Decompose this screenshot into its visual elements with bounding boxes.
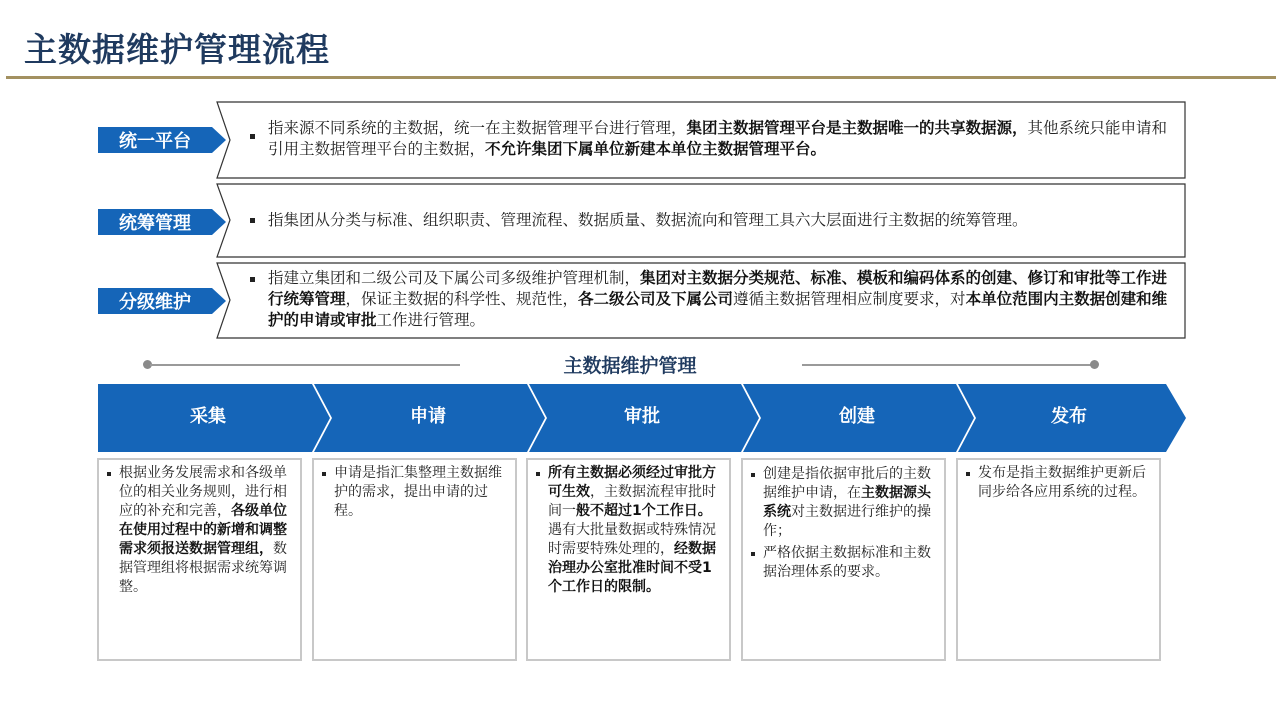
section-title: 主数据维护管理 [563,355,697,377]
text-segment: 对主数据进行维护的操作； [763,504,931,539]
tag-unified-platform: 统一平台 [98,127,212,153]
text-segment: 数据管理组将根据需求统筹调整。 [119,541,287,595]
bold-text: 本单位范围内主数据创建和维护的申请或审批 [268,290,1168,329]
text-segment: ，主数据流程审批时间一 [548,484,716,519]
step-card-apply [312,458,517,661]
bullet-icon [250,277,255,282]
bullet-icon [250,134,255,139]
separator-line-right [802,364,1094,366]
principle-text-1 [268,118,1176,160]
bullet-icon [536,472,540,476]
step-label-apply: 申请 [410,406,446,427]
bold-text: 集团主数据管理平台是主数据唯一的共享数据源， [686,119,1028,137]
bullet-icon [751,473,755,477]
tag-coordinated-management: 统筹管理 [98,209,212,235]
text-segment: 工作进行管理。 [376,311,486,329]
text-segment: 严格依据主数据标准和主数据治理体系的要求。 [763,545,931,580]
page-title: 主数据维护管理流程 [24,30,330,69]
bullet-icon [250,218,255,223]
text-segment: 根据业务发展需求和各级单位的相关业务规则，进行相应的补充和完善， [119,465,287,519]
step-card-publish [956,458,1161,661]
step-item [334,464,505,521]
principle-row-3 [98,262,1186,339]
bold-text: 集团对主数据分类规范、标准、模板和编码体系的创建、修订和审批等工作进行统筹管理 [268,269,1168,308]
step-card-approve [526,458,731,661]
text-segment: 申请是指汇集整理主数据维护的需求，提出申请的过程。 [334,465,502,519]
text-segment: 发布是指主数据维护更新后同步给各应用系统的过程。 [978,465,1146,500]
text-segment: 指集团从分类与标准、组织职责、管理流程、数据质量、数据流向和管理工具六大层面进行主数据的统筹管理。 [268,211,1028,229]
principle-text-3 [268,268,1176,331]
bullet-icon [751,552,755,556]
bullet-icon [966,472,970,476]
bold-text: 各二级公司及下属公司 [578,290,734,308]
bold-text: 所有主数据必须经过审批方可生效 [548,465,716,500]
bold-text: 经数据治理办公室批准时间不受1个工作日的限制。 [548,541,716,595]
text-segment: 遇有大批量数据或特殊情况时需要特殊处理的， [548,522,716,557]
bold-text: 主数据源头系统 [763,485,931,520]
step-card-collect [97,458,302,661]
bold-text: 般不超过1个工作日。 [576,503,712,519]
step-label-publish: 发布 [1051,406,1087,427]
step-card-create [741,458,946,661]
bullet-icon [322,472,326,476]
text-segment: 指建立集团和二级公司及下属公司多级维护管理机制， [268,269,641,287]
step-item [763,544,934,582]
step-item [548,464,719,597]
step-item [119,464,290,597]
step-label-create: 创建 [839,406,875,427]
text-segment: ，保证主数据的科学性、规范性， [345,290,579,308]
separator-dot-right [1090,360,1099,369]
tag-tiered-maintenance: 分级维护 [98,288,212,314]
step-label-collect: 采集 [190,406,226,427]
principle-row-2 [98,183,1186,258]
text-segment: 指来源不同系统的主数据，统一在主数据管理平台进行管理， [268,119,687,137]
principle-text-2 [268,210,1176,231]
title-divider [6,76,1276,79]
principle-row-1 [98,101,1186,179]
bold-text: 各级单位在使用过程中的新增和调整需求须报送数据管理组， [119,503,287,557]
text-segment: 创建是指依据审批后的主数据维护申请，在 [763,466,931,501]
text-segment: 遵循主数据管理相应制度要求，对 [733,290,966,308]
step-label-approve: 审批 [624,406,660,427]
step-item [763,465,934,541]
bold-text: 不允许集团下属单位新建本单位主数据管理平台。 [485,140,827,158]
step-item [978,464,1149,502]
bullet-icon [107,472,111,476]
text-segment: 其他系统只能申请和引用主数据管理平台的主数据， [268,119,1168,158]
